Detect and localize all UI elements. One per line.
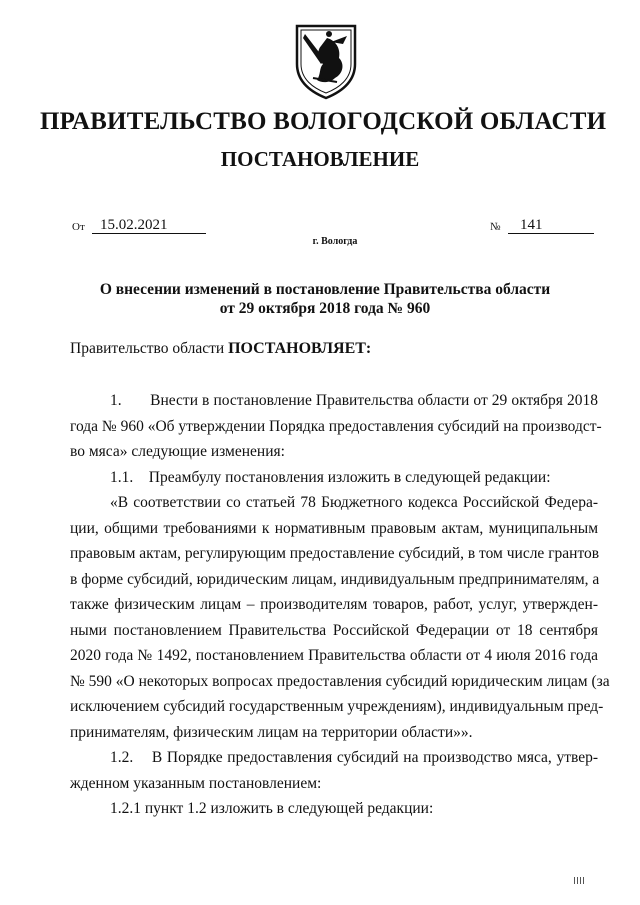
body-line: исключением субсидий государственным учреждениям), индивидуальным пред- [70,698,604,715]
document-subject [80,280,570,318]
date-value: 15.02.2021 [92,217,206,234]
preamble-text: Правительство области [70,340,225,357]
coat-of-arms-icon [291,20,361,100]
body-line: ными постановлением Правительства Российской Федерации от 18 сентября [70,622,598,639]
government-title: ПРАВИТЕЛЬСТВО ВОЛОГОДСКОЙ ОБЛАСТИ [40,108,607,135]
date-label: От [72,221,85,233]
body-line: принимателям, физическим лицам на территории области»». [70,724,473,741]
body-line: правовым актам, регулирующим предоставление субсидий, в том числе грантов [70,545,600,562]
body-line: жденном указанным постановлением: [70,775,322,792]
scan-barcode-mark [574,876,594,884]
preamble-bold: ПОСТАНОВЛЯЕТ: [228,340,372,357]
body-line: 1.2.1 пункт 1.2 изложить в следующей редакции: [110,800,434,817]
body-line: в форме субсидий, юридическим лицам, индивидуальным предпринимателям, а [70,571,600,588]
body-line: ции, общими требованиями к нормативным правовым актам, муниципальным [70,520,598,537]
body-line: во мяса» следующие изменения: [70,443,285,460]
body-line: 1.1. Преамбулу постановления изложить в следующей редакции: [110,469,551,486]
document-type: ПОСТАНОВЛЕНИЕ [220,147,420,171]
city: г. Вологда [312,236,358,247]
body-line: также физическим лицам – производителям товаров, работ, услуг, утвержден- [70,596,598,613]
body-line: «В соответствии со статьей 78 Бюджетного кодекса Российской Федера- [110,494,598,511]
preamble [70,340,371,358]
subject-line: от 29 октября 2018 года № 960 [219,300,431,317]
body-line: № 590 «О некоторых вопросах предоставления субсидий юридическим лицам (за [70,673,610,690]
body-line: 2020 года № 1492, постановлением Правительства области от 4 июля 2016 года [70,647,598,664]
number-value: 141 [508,217,594,234]
subject-line: О внесении изменений в постановление Правительства области [99,281,551,298]
body-line: 1.2. В Порядке предоставления субсидий на производство мяса, утвер- [110,749,598,766]
body-line: 1. Внести в постановление Правительства области от 29 октября 2018 [110,392,598,409]
body-line: года № 960 «Об утверждении Порядка предоставления субсидий на производст- [70,418,602,435]
number-label: № [490,221,501,233]
